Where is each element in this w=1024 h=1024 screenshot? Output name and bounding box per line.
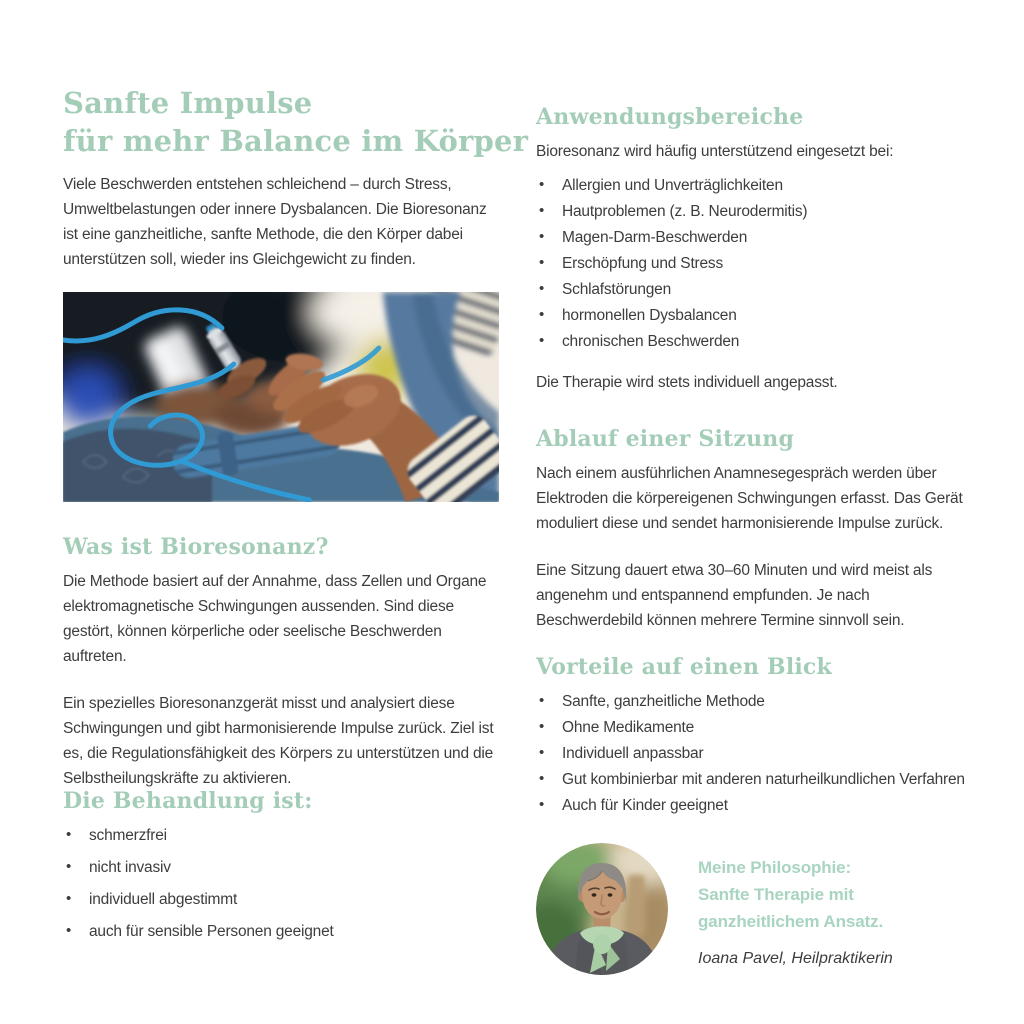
bullet-text: Schlafstörungen (562, 281, 672, 298)
bullet-icon: • (539, 306, 545, 323)
section-ablauf-sitzung (536, 426, 966, 633)
bullet-text: Sanfte, ganzheitliche Methode (562, 693, 765, 710)
philosophy-text (698, 854, 968, 935)
bullet-text: individuell abgestimmt (89, 891, 238, 908)
bullet-icon: • (539, 332, 545, 349)
title-line-1: Sanfte Impulse (63, 86, 313, 120)
portrait-photo (536, 843, 668, 975)
bullet-icon: • (66, 922, 72, 939)
bullet-icon: • (66, 858, 72, 875)
bullet-icon: • (66, 826, 72, 843)
treatment-photo-illustration (63, 292, 499, 502)
bullet-text: Auch für Kinder geeignet (562, 797, 728, 814)
bullet-icon: • (539, 228, 545, 245)
treatment-photo (63, 292, 499, 502)
section-heading: Anwendungsbereiche (536, 104, 804, 130)
bullet-text: Hautproblemen (z. B. Neurodermitis) (562, 203, 808, 220)
list-item (63, 823, 499, 848)
list-item (536, 225, 966, 250)
bullet-text: hormonellen Dysbalancen (562, 307, 737, 324)
page-title (63, 84, 528, 160)
therapy-note: Die Therapie wird stets individuell angepasst. (536, 374, 838, 391)
paragraph: Bioresonanz wird häufig unterstützend eingesetzt bei: (536, 143, 894, 160)
list-item (536, 277, 966, 302)
anwendung-list (536, 173, 966, 354)
title-line-2: für mehr Balance im Körper (63, 124, 529, 158)
list-item (536, 173, 966, 198)
section-heading: Die Behandlung ist: (63, 788, 313, 814)
practitioner-portrait-illustration (536, 843, 668, 975)
section-heading: Vorteile auf einen Blick (536, 654, 832, 680)
philosophy-line: Meine Philosophie: (698, 858, 852, 877)
bullet-icon: • (539, 718, 545, 735)
bullet-icon: • (539, 692, 545, 709)
behandlung-list (63, 823, 499, 944)
list-item (536, 741, 966, 766)
bullet-icon: • (539, 796, 545, 813)
intro-paragraph: Viele Beschwerden entstehen schleichend – durch Stress, Umweltbelastungen oder innere Dysbalancen. Die Bioresonanz ist eine ganzheitliche, sanfte Methode, die den Körper dabei unterstützen soll, wieder ins Gleichgewicht zu finden. (63, 176, 487, 268)
list-item (536, 793, 966, 818)
section-was-ist-bioresonanz (63, 534, 499, 791)
list-item (536, 715, 966, 740)
section-heading: Ablauf einer Sitzung (536, 426, 795, 452)
bullet-text: Ohne Medikamente (562, 719, 695, 736)
paragraph: Nach einem ausführlichen Anamnesegespräch werden über Elektroden die körpereigenen Schwingungen erfasst. Das Gerät moduliert diese und sendet harmonisierende Impulse zurück. (536, 465, 963, 532)
bullet-text: nicht invasiv (89, 859, 171, 876)
bullet-icon: • (539, 176, 545, 193)
bullet-icon: • (539, 770, 545, 787)
section-behandlung (63, 788, 499, 951)
bullet-text: auch für sensible Personen geeignet (89, 923, 334, 940)
philosophy-line: ganzheitlichem Ansatz. (698, 912, 884, 931)
bullet-text: Erschöpfung und Stress (562, 255, 724, 272)
bullet-text: Magen-Darm-Beschwerden (562, 229, 748, 246)
bullet-icon: • (66, 890, 72, 907)
philosophy-line: Sanfte Therapie mit (698, 885, 854, 904)
list-item (536, 199, 966, 224)
section-anwendungsbereiche (536, 104, 966, 395)
list-item (536, 767, 966, 792)
paragraph: Ein spezielles Bioresonanzgerät misst und analysiert diese Schwingungen und gibt harmonisierende Impulse zurück. Ziel ist es, die Regulationsfähigkeit des Körpers zu unterstützen und die Selbstheilungskräfte zu aktivieren. (63, 695, 494, 787)
bullet-text: Individuell anpassbar (562, 745, 704, 762)
bullet-text: Gut kombinierbar mit anderen naturheilkundlichen Verfahren (562, 771, 965, 788)
bullet-icon: • (539, 280, 545, 297)
vorteile-list (536, 689, 966, 818)
paragraph: Eine Sitzung dauert etwa 30–60 Minuten und wird meist als angenehm und entspannend empfunden. Je nach Beschwerdebild können mehrere Termine sinnvoll sein. (536, 562, 933, 629)
section-vorteile (536, 654, 966, 819)
list-item (536, 689, 966, 714)
bullet-icon: • (539, 254, 545, 271)
list-item (63, 887, 499, 912)
list-item (63, 919, 499, 944)
list-item (63, 855, 499, 880)
bullet-icon: • (539, 202, 545, 219)
list-item (536, 303, 966, 328)
bullet-text: Allergien und Unverträglichkeiten (562, 177, 783, 194)
paragraph: Die Methode basiert auf der Annahme, dass Zellen und Organe elektromagnetische Schwingungen aussenden. Sind diese gestört, können körperliche oder seelische Beschwerden auftreten. (63, 573, 487, 665)
practitioner-name: Ioana Pavel, Heilpraktikerin (698, 950, 893, 967)
list-item (536, 329, 966, 354)
bullet-text: chronischen Beschwerden (562, 333, 740, 350)
bullet-icon: • (539, 744, 545, 761)
philosophy-block (698, 854, 968, 971)
section-heading: Was ist Bioresonanz? (63, 534, 329, 560)
bullet-text: schmerzfrei (89, 827, 167, 844)
list-item (536, 251, 966, 276)
